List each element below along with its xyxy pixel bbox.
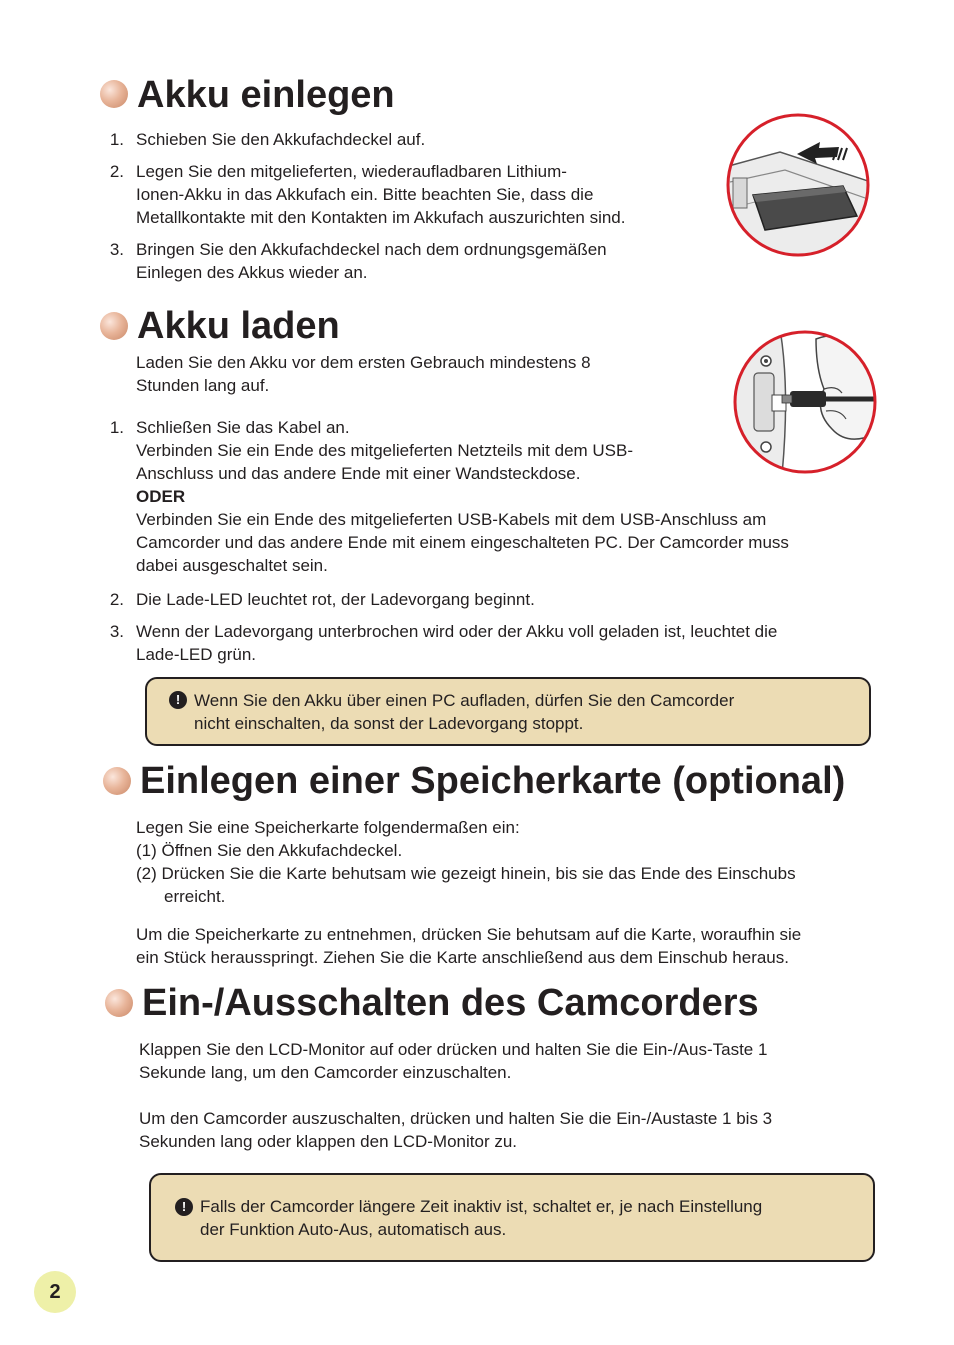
- section-bullet: [100, 80, 128, 108]
- exclamation-icon: !: [175, 1198, 193, 1216]
- list-number: 2.: [109, 162, 124, 181]
- section-bullet: [100, 312, 128, 340]
- heading-ein-aus: Ein-/Ausschalten des Camcorders: [142, 982, 759, 1024]
- speicherkarte-remove-text: Um die Speicherkarte zu entnehmen, drücken Sie behutsam auf die Karte, woraufhin sie ein Stück herausspringt. Ziehen Sie die Karte anschließend aus dem Einschub heraus.: [136, 925, 802, 967]
- speicherkarte-text: Legen Sie eine Speicherkarte folgendermaßen ein: (1) Öffnen Sie den Akkufachdeckel. (2) Drücken Sie die Karte behutsam wie gezeigt hinein, bis sie das Ende des Einschubs erreicht.: [136, 818, 796, 906]
- section-bullet: [103, 767, 131, 795]
- cable-connect-illustration: [732, 329, 878, 475]
- note-box: [145, 677, 871, 746]
- ein-aus-text-on: Klappen Sie den LCD-Monitor auf oder drücken und halten Sie die Ein-/Aus-Taste 1 Sekunde lang, um den Camcorder einzuschalten.: [139, 1040, 768, 1082]
- battery-insert-illustration: [725, 112, 871, 258]
- list-number: 2.: [109, 590, 124, 609]
- list-number: 1.: [109, 130, 124, 149]
- section-bullet: [105, 989, 133, 1017]
- intro-text: Laden Sie den Akku vor dem ersten Gebrauch mindestens 8 Stunden lang auf.: [136, 353, 591, 395]
- heading-akku-laden: Akku laden: [137, 305, 340, 347]
- list-item-text: Wenn der Ladevorgang unterbrochen wird oder der Akku voll geladen ist, leuchtet die Lade-LED grün.: [136, 622, 778, 664]
- ein-aus-text-off: Um den Camcorder auszuschalten, drücken und halten Sie die Ein-/Austaste 1 bis 3 Sekunden lang oder klappen den LCD-Monitor zu.: [139, 1109, 773, 1151]
- exclamation-icon: !: [169, 691, 187, 709]
- note-text: Wenn Sie den Akku über einen PC aufladen, dürfen Sie den Camcorder nicht einschalten, da sonst der Ladevorgang stoppt.: [194, 691, 735, 733]
- heading-akku-einlegen: Akku einlegen: [137, 74, 395, 116]
- list-number: 1.: [109, 418, 124, 437]
- note-box: [149, 1173, 875, 1262]
- list-item-text: Die Lade-LED leuchtet rot, der Ladevorgang beginnt.: [136, 590, 535, 609]
- list-item-text: Bringen Sie den Akkufachdeckel nach dem ordnungsgemäßen Einlegen des Akkus wieder an.: [136, 240, 607, 282]
- oder-label: ODER: [136, 487, 186, 506]
- heading-speicherkarte: Einlegen einer Speicherkarte (optional): [140, 760, 846, 802]
- list-item-text: Legen Sie den mitgelieferten, wiederaufladbaren Lithium- Ionen-Akku in das Akkufach ein. Bitte beachten Sie, dass die Metallkontakte mit den Kontakten im Akkufach auszurichten sind.: [136, 162, 626, 227]
- list-number: 3.: [109, 622, 124, 641]
- list-number: 3.: [109, 240, 124, 259]
- page-number: 2: [34, 1271, 76, 1313]
- note-text: Falls der Camcorder längere Zeit inaktiv ist, schaltet er, je nach Einstellung der Funktion Auto-Aus, automatisch aus.: [200, 1197, 763, 1239]
- list-item-text: Schließen Sie das Kabel an. Verbinden Sie ein Ende des mitgelieferten Netzteils mit dem USB- Anschluss und das andere Ende mit einer Wandsteckdose. ODER Verbinden Sie ein Ende des mitgelieferten USB-Kabels mit dem USB-Anschluss am Camcorder und das andere Ende mit einem eingeschalteten PC. Der Camcorder muss dabei ausgeschaltet sein.: [136, 418, 789, 575]
- list-item-text: Schieben Sie den Akkufachdeckel auf.: [136, 130, 426, 149]
